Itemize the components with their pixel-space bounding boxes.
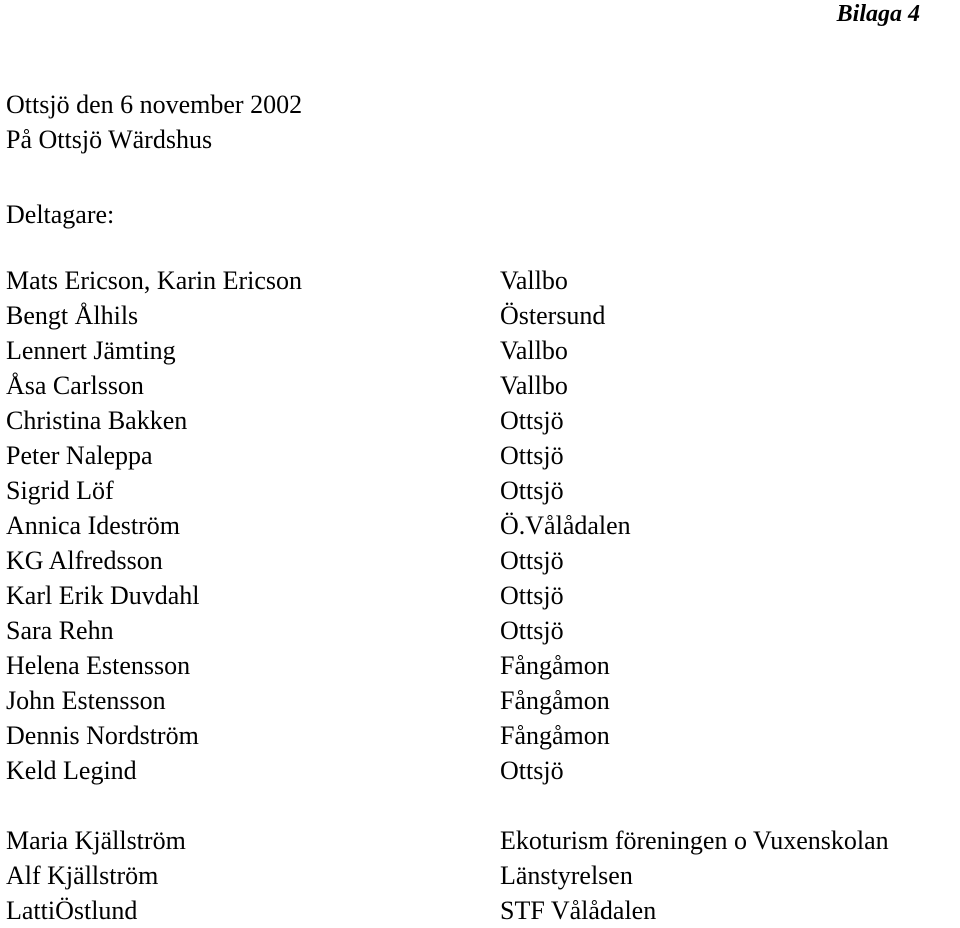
participant-place: Fångåmon xyxy=(500,686,610,715)
participant-places-group2 xyxy=(500,823,889,928)
participant-organization: Ekoturism föreningen o Vuxenskolan xyxy=(500,826,889,855)
participant-name: Christina Bakken xyxy=(6,406,188,435)
participant-organization: Länstyrelsen xyxy=(500,861,633,890)
participant-place: Vallbo xyxy=(500,336,568,365)
participant-place: Ottsjö xyxy=(500,406,564,435)
participant-place: Ottsjö xyxy=(500,441,564,470)
participant-names-group1 xyxy=(6,263,302,788)
participant-place: Fångåmon xyxy=(500,651,610,680)
participant-place: Ottsjö xyxy=(500,581,564,610)
participant-name: Alf Kjällström xyxy=(6,861,159,890)
participant-place: Vallbo xyxy=(500,371,568,400)
meeting-venue: På Ottsjö Wärdshus xyxy=(6,125,213,154)
participant-name: Åsa Carlsson xyxy=(6,371,144,400)
participant-places-group1 xyxy=(500,263,631,788)
participant-name: Keld Legind xyxy=(6,756,137,785)
participant-name: Lennert Jämting xyxy=(6,336,176,365)
participant-name: Maria Kjällström xyxy=(6,826,186,855)
participant-place: Östersund xyxy=(500,301,606,330)
participants-heading: Deltagare: xyxy=(6,200,115,229)
participant-place: Ottsjö xyxy=(500,616,564,645)
participant-name: Annica Ideström xyxy=(6,511,181,540)
participant-place: Ottsjö xyxy=(500,546,564,575)
participant-organization: STF Vålådalen xyxy=(500,896,657,925)
participant-name: LattiÖstlund xyxy=(6,896,138,925)
participant-place: Fångåmon xyxy=(500,721,610,750)
participant-name: Bengt Ålhils xyxy=(6,301,139,330)
attachment-label: Bilaga 4 xyxy=(836,1,920,27)
participant-place: Ottsjö xyxy=(500,476,564,505)
participant-name: Sigrid Löf xyxy=(6,476,114,505)
participant-name: Helena Estensson xyxy=(6,651,191,680)
participant-name: Mats Ericson, Karin Ericson xyxy=(6,266,303,295)
participant-name: KG Alfredsson xyxy=(6,546,163,575)
participant-name: John Estensson xyxy=(6,686,166,715)
participant-name: Karl Erik Duvdahl xyxy=(6,581,200,610)
participant-place: Ottsjö xyxy=(500,756,564,785)
participant-place: Ö.Vålådalen xyxy=(500,511,631,540)
participant-name: Dennis Nordström xyxy=(6,721,199,750)
meeting-date: Ottsjö den 6 november 2002 xyxy=(6,90,303,119)
participant-name: Peter Naleppa xyxy=(6,441,153,470)
participant-name: Sara Rehn xyxy=(6,616,114,645)
participant-place: Vallbo xyxy=(500,266,568,295)
participant-names-group2 xyxy=(6,823,186,928)
